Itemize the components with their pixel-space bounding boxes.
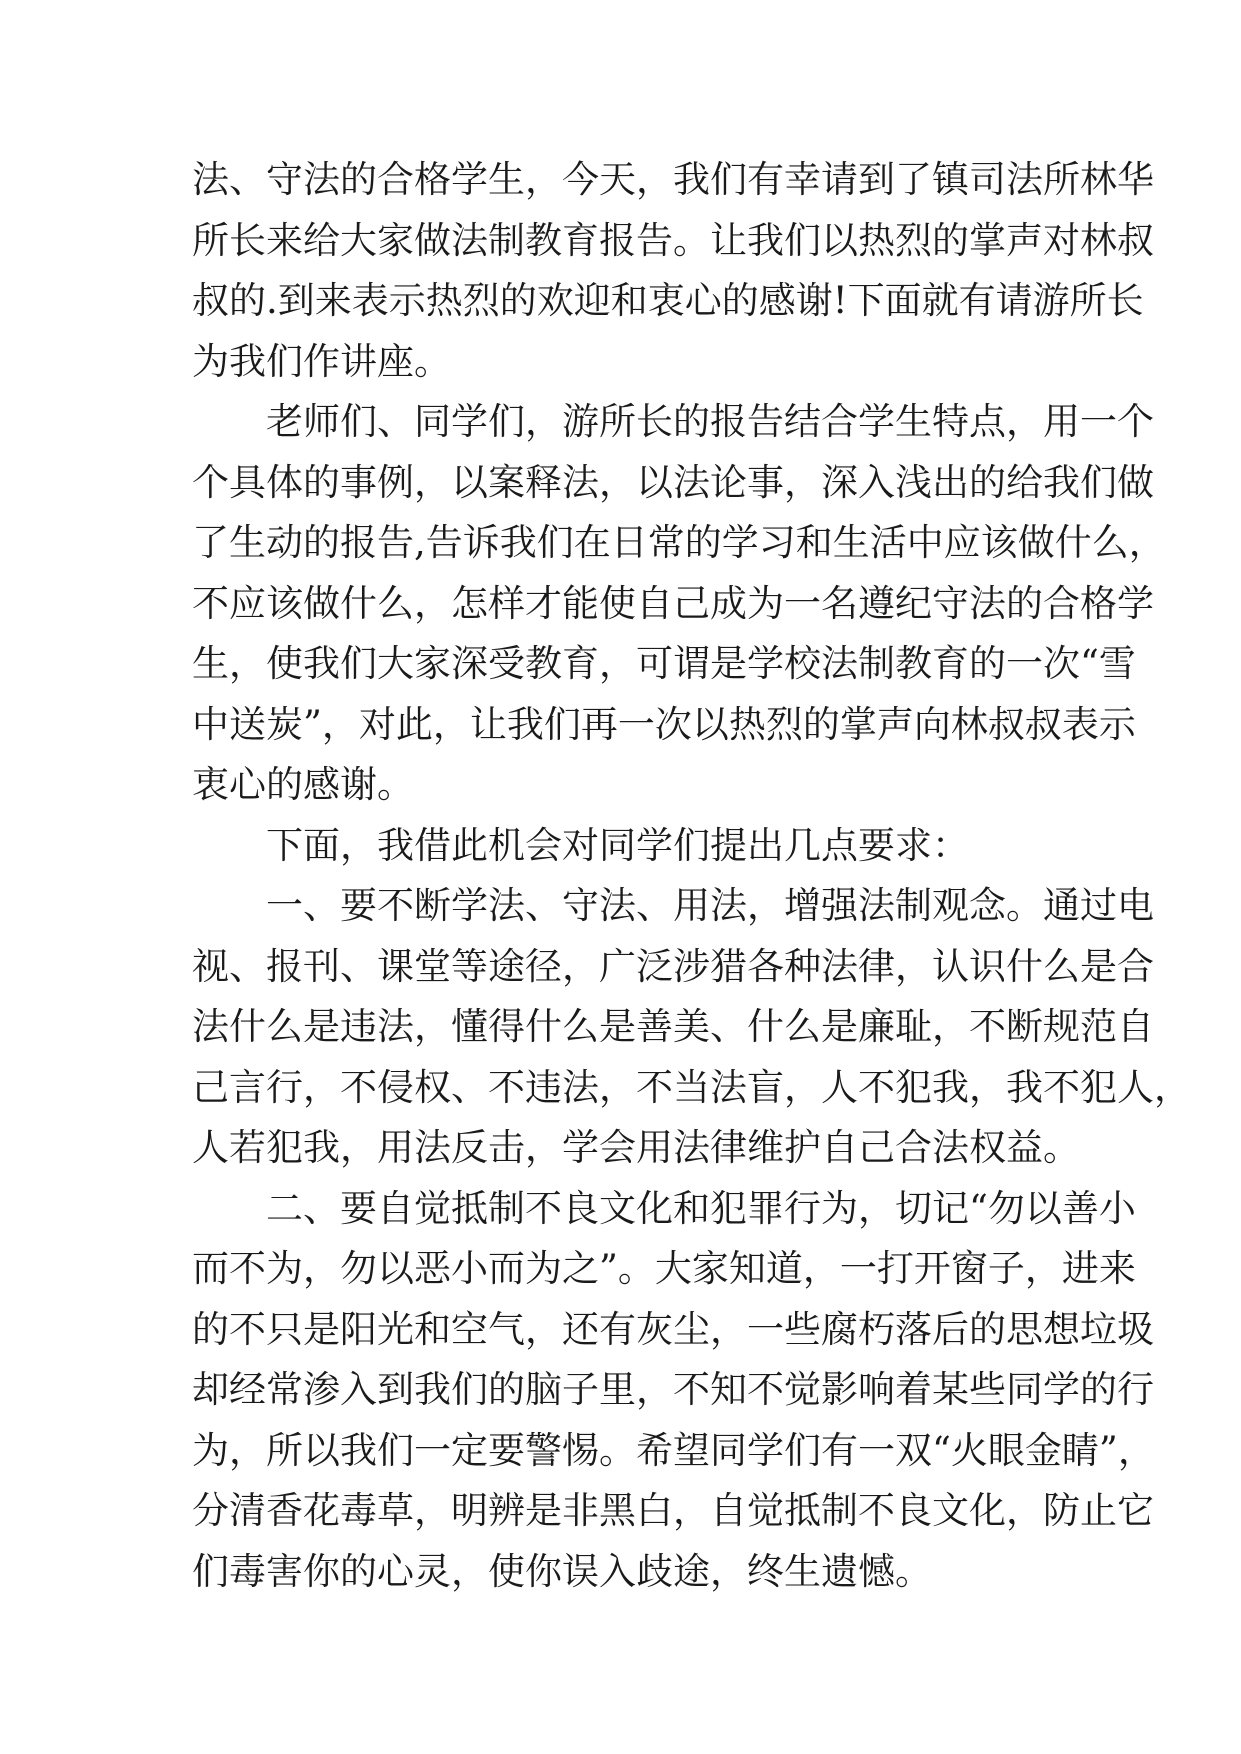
text-line: 为，所以我们一定要警惕。希望同学们有一双“火眼金睛”， xyxy=(192,1428,1155,1472)
text-line: 却经常渗入到我们的脑子里，不知不觉影响着某些同学的行 xyxy=(192,1368,1154,1411)
text-line: 己言行，不侵权、不违法，不当法盲，人不犯我，我不犯人， xyxy=(192,1065,1191,1109)
text-line: 人若犯我，用法反击，学会用法律维护自己合法权益。 xyxy=(192,1126,1080,1169)
text-line: 视、报刊、课堂等途径，广泛涉猎各种法律，认识什么是合 xyxy=(192,944,1154,988)
text-line: 个具体的事例，以案释法，以法论事，深入浅出的给我们做 xyxy=(192,460,1154,504)
text-line: 叔的.到来表示热烈的欢迎和衷心的感谢!下面就有请游所长 xyxy=(192,279,1144,322)
text-line: 们毒害你的心灵，使你误入歧途，终生遗憾。 xyxy=(192,1549,932,1593)
text-line: 中送炭”，对此，让我们再一次以热烈的掌声向林叔叔表示 xyxy=(192,702,1136,746)
paragraph-first-line: 下面，我借此机会对同学们提出几点要求： xyxy=(266,823,969,867)
text-line: 了生动的报告,告诉我们在日常的学习和生活中应该做什么， xyxy=(192,521,1166,564)
paragraph-first-line: 一、要不断学法、守法、用法，增强法制观念。通过电 xyxy=(266,884,1154,927)
text-line: 法什么是违法，懂得什么是善美、什么是廉耻，不断规范自 xyxy=(192,1005,1154,1048)
document-body xyxy=(192,150,1191,1602)
text-line: 所长来给大家做法制教育报告。让我们以热烈的掌声对林叔 xyxy=(192,218,1154,262)
text-line: 法、守法的合格学生，今天，我们有幸请到了镇司法所林华 xyxy=(192,158,1154,201)
text-line: 的不只是阳光和空气，还有灰尘，一些腐朽落后的思想垃圾 xyxy=(192,1307,1154,1351)
paragraph-first-line: 二、要自觉抵制不良文化和犯罪行为，切记“勿以善小 xyxy=(266,1186,1136,1230)
text-line: 为我们作讲座。 xyxy=(192,339,451,383)
text-line: 生，使我们大家深受教育，可谓是学校法制教育的一次“雪 xyxy=(192,642,1136,685)
text-line: 衷心的感谢。 xyxy=(192,763,414,806)
text-line: 不应该做什么，怎样才能使自己成为一名遵纪守法的合格学 xyxy=(192,581,1154,625)
text-line: 而不为，勿以恶小而为之”。大家知道，一打开窗子，进来 xyxy=(192,1247,1136,1290)
paragraph-first-line: 老师们、同学们，游所长的报告结合学生特点，用一个 xyxy=(266,400,1154,443)
text-line: 分清香花毒草，明辨是非黑白，自觉抵制不良文化，防止它 xyxy=(192,1489,1154,1532)
